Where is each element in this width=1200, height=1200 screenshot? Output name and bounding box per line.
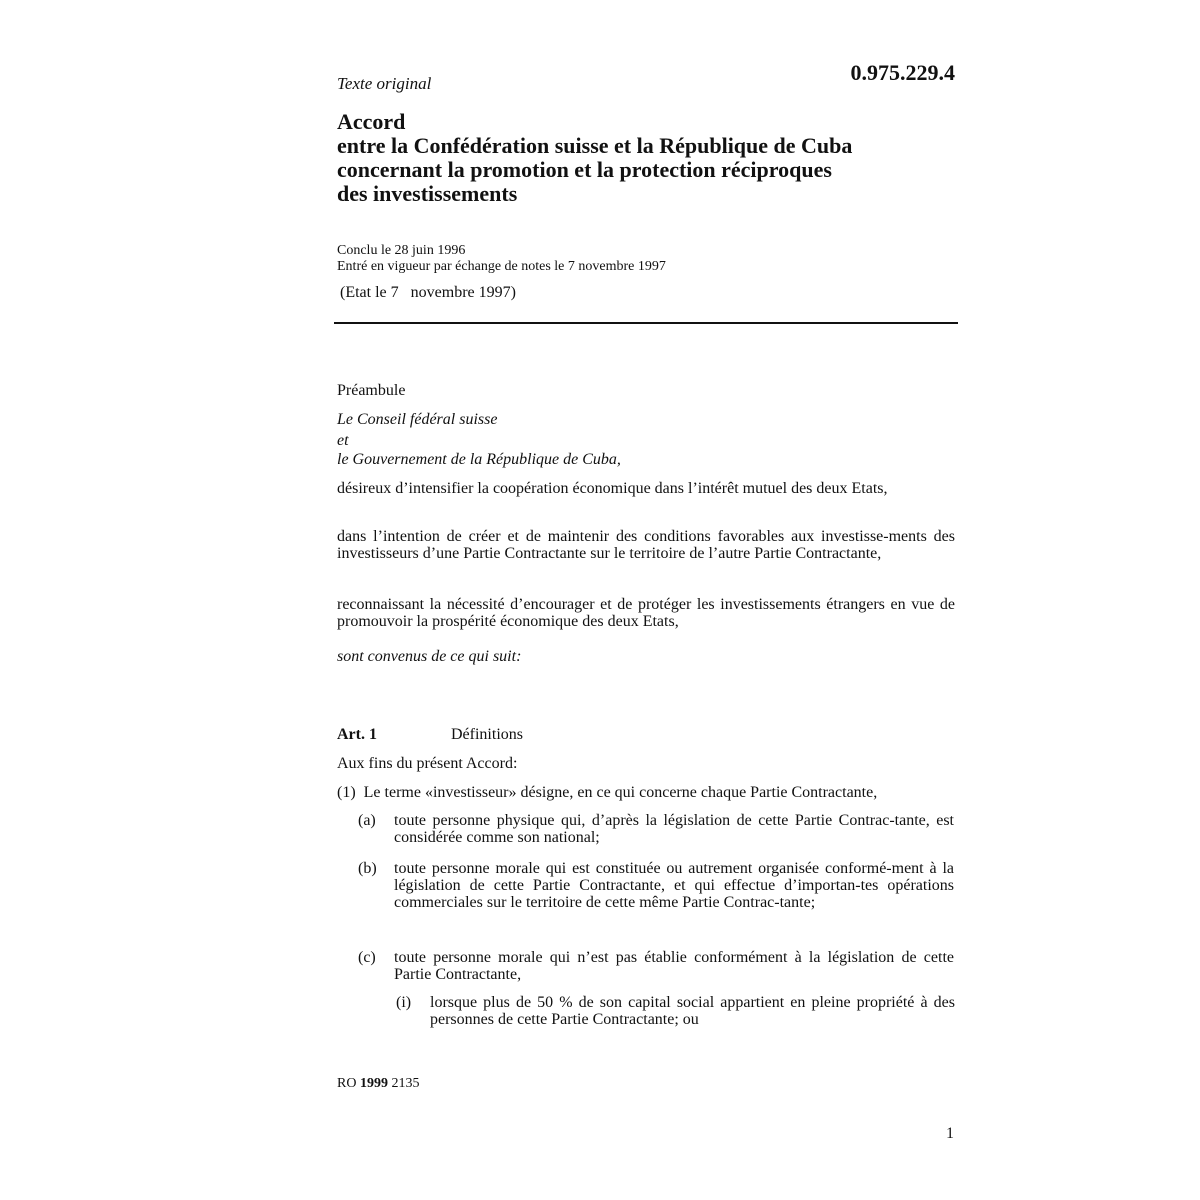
- sublist-item-marker: (i): [396, 994, 412, 1011]
- original-text-label: Texte original: [337, 74, 432, 93]
- article-title: Définitions: [451, 726, 523, 743]
- party-swiss-council: Le Conseil fédéral suisse: [337, 411, 498, 428]
- page-number: 1: [946, 1125, 954, 1142]
- article-number: Art. 1: [337, 726, 377, 743]
- preamble-paragraph: dans l’intention de créer et de maintenir des conditions favorables aux investisse-ments des investisseurs d’une Partie Contractante sur le territoire de l’autre Partie Contractante,: [337, 528, 955, 562]
- party-conjunction: et: [337, 432, 349, 449]
- document-title: [337, 110, 957, 206]
- header-divider: [334, 322, 958, 324]
- article-paragraph: (1) Le terme «investisseur» désigne, en ce qui concerne chaque Partie Contractante,: [337, 784, 878, 801]
- article-intro: Aux fins du présent Accord:: [337, 755, 518, 772]
- sublist-item-text: lorsque plus de 50 % de son capital social appartient en pleine propriété à des personnes de cette Partie Contractante; ou: [430, 994, 955, 1028]
- preamble-paragraph: désireux d’intensifier la coopération économique dans l’intérêt mutuel des deux Etats,: [337, 480, 888, 497]
- title-line: concernant la promotion et la protection réciproques: [337, 157, 832, 182]
- ro-year: 1999: [359, 1076, 388, 1091]
- title-line: entre la Confédération suisse et la République de Cuba: [337, 133, 853, 158]
- preamble-agreed: sont convenus de ce qui suit:: [337, 648, 522, 665]
- in-force-date: Entré en vigueur par échange de notes le 7 novembre 1997: [337, 259, 666, 274]
- official-compilation-reference: [337, 1076, 419, 1092]
- list-item-text: toute personne physique qui, d’après la législation de cette Partie Contrac-tante, est considérée comme son national;: [394, 812, 954, 846]
- title-line: des investissements: [337, 181, 518, 206]
- list-item-marker: (a): [358, 812, 376, 829]
- list-item-marker: (b): [358, 860, 377, 877]
- list-item-marker: (c): [358, 949, 376, 966]
- preamble-paragraph: reconnaissant la nécessité d’encourager et de protéger les investissements étrangers en vue de promouvoir la prospérité économique des deux Etats,: [337, 596, 955, 630]
- list-item-text: toute personne morale qui est constituée ou autrement organisée conformé-ment à la législation de cette Partie Contractante, et qui effectue d’importan-tes opérations commerciales sur le territoire de cette même Partie Contrac-tante;: [394, 860, 954, 911]
- preamble-heading: Préambule: [337, 382, 406, 399]
- party-cuba-government: le Gouvernement de la République de Cuba,: [337, 451, 621, 468]
- state-date: (Etat le 7 novembre 1997): [340, 284, 516, 301]
- title-line: Accord: [337, 109, 406, 134]
- ro-prefix: RO: [337, 1076, 357, 1091]
- ro-page: 2135: [391, 1076, 420, 1091]
- list-item-text: toute personne morale qui n’est pas établie conformément à la législation de cette Partie Contractante,: [394, 949, 954, 983]
- concluded-date: Conclu le 28 juin 1996: [337, 243, 466, 258]
- document-number: 0.975.229.4: [850, 60, 955, 85]
